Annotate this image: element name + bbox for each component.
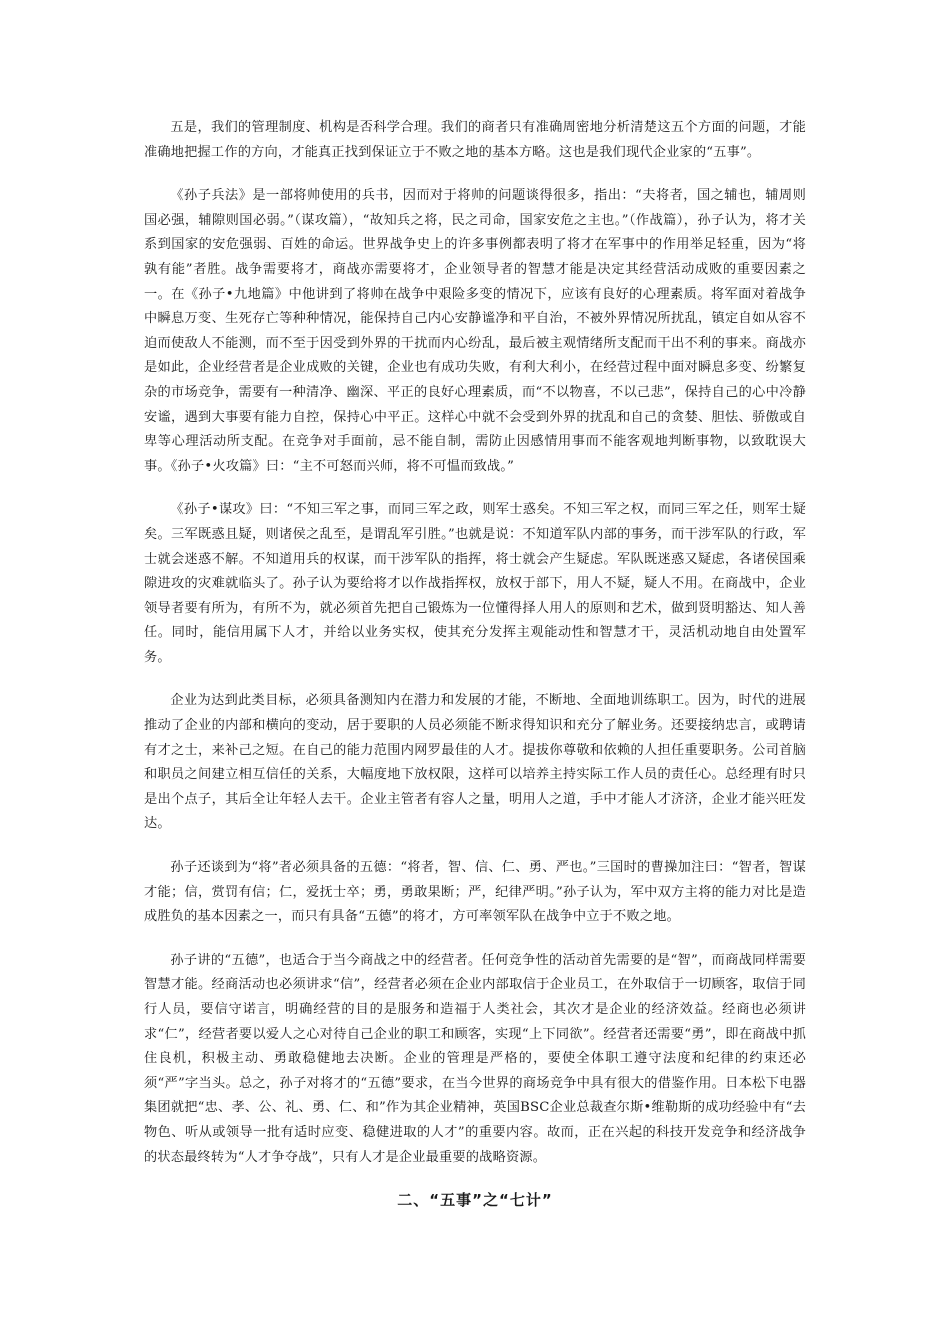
paragraph-generals: 《孙子兵法》是一部将帅使用的兵书，因而对于将帅的问题谈得很多，指出：“夫将者，国之辅也，辅周则国必强，辅隙则国必弱。”（谋攻篇），“故知兵之将，民之司命，国家安危之主也。”（作战篇），孙子认为，将才关系到国家的安危强弱、百姓的命运。世界战争史上的许多事例都表明了将才在军事中的作用举足轻重，因为“将孰有能”者胜。战争需要将才，商战亦需要将才，企业领导者的智慧才能是决定其经营活动成败的重要因素之一。在《孙子•九地篇》中他讲到了将帅在战争中艰险多变的情况下，应该有良好的心理素质。将军面对着战争中瞬息万变、生死存亡等种种情况，能保持自己内心安静谧净和平自治，不被外界情况所扰乱，镇定自如从容不迫而使敌人不能测，而不至于因受到外界的干扰而内心纷乱，最后被主观情绪所支配而干出不利的事来。商战亦是如此，企业经营者是企业成败的关键，企业也有成功失败，有利大利小，在经营过程中面对瞬息多变、纷繁复杂的市场竞争，需要有一种清净、幽深、平正的良好心理素质，而“不以物喜，不以己悲”，保持自己的心中冷静安谧，遇到大事要有能力自控，保持心中平正。这样心中就不会受到外界的扰乱和自己的贪婪、胆怯、骄傲或自卑等心理活动所支配。在竞争对手面前，忌不能自制，需防止因感情用事而不能客观地判断事物，以致耽误大事。《孙子•火攻篇》曰：“主不可怒而兴师，将不可愠而致战。” xyxy=(144,188,806,474)
paragraph-enterprise-goals: 企业为达到此类目标，必须具备测知内在潜力和发展的才能，不断地、全面地训练职工。因为，时代的进展推动了企业的内部和横向的变动，居于要职的人员必须能不断求得知识和充分了解业务。还要接纳忠言，或聘请有才之士，来补己之短。在自己的能力范围内网罗最佳的人才。提拔你尊敬和依赖的人担任重要职务。公司首脑和职员之间建立相互信任的关系，大幅度地下放权限，这样可以培养主持实际工作人员的责任心。总经理有时只是出个点子，其后全让年轻人去干。企业主管者有容人之量，明用人之道，手中才能人才济济，企业才能兴旺发达。 xyxy=(144,693,806,832)
document-page xyxy=(144,116,806,1210)
paragraph-mougong: 《孙子•谋攻》曰：“不知三军之事，而同三军之政，则军士惑矣。不知三军之权，而同三军之任，则军士疑矣。三军既惑且疑，则诸侯之乱至，是谓乱军引胜。”也就是说：不知道军队内部的事务，而干涉军队的行政，军士就会迷惑不解。不知道用兵的权谋，而干涉军队的指挥，将士就会产生疑虑。军队既迷惑又疑虑，各诸侯国乘隙进攻的灾难就临头了。孙子认为要给将才以作战指挥权，放权于部下，用人不疑，疑人不用。在商战中，企业领导者要有所为，有所不为，就必须首先把自己锻炼为一位懂得择人用人的原则和艺术，做到贤明豁达、知人善任。同时，能信用属下人才，并给以业务实权，使其充分发挥主观能动性和智慧才干，灵活机动地自由处置军务。 xyxy=(144,502,806,665)
paragraph-five-virtues-business: 孙子讲的“五德”，也适合于当今商战之中的经营者。任何竞争性的活动首先需要的是“智”，而商战同样需要智慧才能。经商活动也必须讲求“信”，经营者必须在企业内部取信于企业员工，在外取信于一切顾客，取信于同行人员，要信守诺言，明确经营的目的是服务和造福于人类社会，其次才是企业的经济效益。经商也必须讲求“仁”，经营者要以爱人之心对待自己企业的职工和顾客，实现“上下同欲”。经营者还需要“勇”，即在商战中抓住良机，积极主动、勇敢稳健地去决断。企业的管理是严格的，要使全体职工遵守法度和纪律的约束还必须“严”字当头。总之，孙子对将才的“五德”要求，在当今世界的商场竞争中具有很大的借鉴作用。日本松下电器集团就把“忠、孝、公、礼、勇、仁、和”作为其企业精神，英国BSC企业总裁查尔斯•维勒斯的成功经验中有“去物色、听从或领导一批有适时应变、稳健进取的人才”的重要内容。故而，正在兴起的科技开发竞争和经济战争的状态最终转为“人才争夺战”，只有人才是企业最重要的战略资源。 xyxy=(144,952,806,1165)
paragraph-five-virtues: 孙子还谈到为“将”者必须具备的五德：“将者，智、信、仁、勇、严也。”三国时的曹操加注曰：“智者，智谋才能；信，赏罚有信；仁，爱抚士卒；勇，勇敢果断；严，纪律严明。”孙子认为，军中双方主将的能力对比是造成胜负的基本因素之一，而只有具备“五德”的将才，方可率领军队在战争中立于不败之地。 xyxy=(144,860,806,925)
section-heading: 二、“五事”之“七计” xyxy=(397,1191,553,1210)
paragraph-five-aspects: 五是，我们的管理制度、机构是否科学合理。我们的商者只有准确周密地分析清楚这五个方面的问题，才能准确地把握工作的方向，才能真正找到保证立于不败之地的基本方略。这也是我们现代企业家的“五事”。 xyxy=(144,120,806,160)
